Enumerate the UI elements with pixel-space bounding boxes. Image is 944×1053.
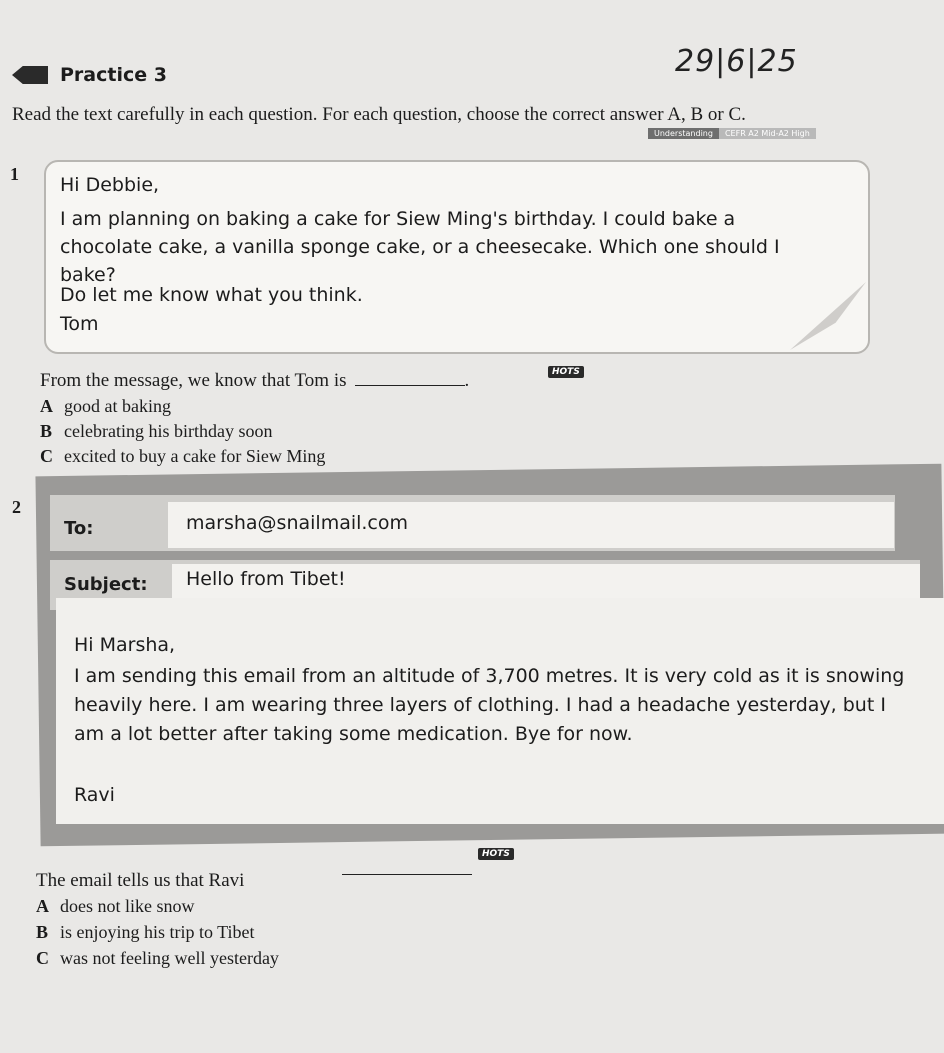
email-body: I am sending this email from an altitude of 3,700 metres. It is very cold as it is snowing heavily here. I am wearing three layers of clothing. I had a headache yesterday, but I am a lot better after taking some medication. Bye for now. [74,665,905,745]
option-letter: A [40,396,53,416]
practice-title: Practice 3 [60,64,167,86]
option-text: celebrating his birthday soon [64,421,273,441]
option-a[interactable] [40,396,171,417]
answer-blank[interactable] [342,874,472,875]
option-text: does not like snow [60,896,195,916]
message-body: I am planning on baking a cake for Siew Ming's birthday. I could bake a chocolate cake, a vanilla sponge cake, or a cheesecake. Which one should I bake? [60,208,780,286]
email-subject-value: Hello from Tibet! [186,568,346,590]
message-prompt: Do let me know what you think. [60,284,363,306]
answer-blank[interactable] [355,385,465,386]
message-signoff: Tom [60,313,99,335]
email-subject-label: Subject: [64,574,148,595]
option-b[interactable] [36,922,255,943]
option-text: was not feeling well yesterday [60,948,279,968]
option-text: is enjoying his trip to Tibet [60,922,255,942]
question-2-number: 2 [12,497,21,517]
badge-cefr: CEFR A2 Mid-A2 High [719,128,816,139]
hots-badge: HOTS [478,848,514,860]
option-letter: A [36,896,49,916]
question-1-stem-text: From the message, we know that Tom is [40,370,347,391]
hots-badge: HOTS [548,366,584,378]
option-b[interactable] [40,421,272,442]
option-letter: C [36,948,49,968]
question-2-stem: The email tells us that Ravi [36,870,245,891]
message-greeting: Hi Debbie, [60,174,160,196]
option-c[interactable] [36,948,279,969]
email-signoff: Ravi [74,784,115,806]
email-to-value: marsha@snailmail.com [186,512,409,534]
skill-badges [648,128,816,139]
option-c[interactable] [40,446,325,467]
option-letter: B [40,421,53,441]
question-1-stem: From the message, we know that Tom is . [40,370,470,391]
practice-marker-icon [12,66,48,84]
option-text: good at baking [64,396,171,416]
email-to-label: To: [64,518,94,539]
handwritten-date: 29|6|25 [675,44,798,79]
badge-understanding: Understanding [648,128,719,139]
option-letter: B [36,922,49,942]
email-greeting: Hi Marsha, [74,634,176,656]
question-1-number: 1 [10,164,19,184]
option-a[interactable] [36,896,195,917]
instructions: Read the text carefully in each question. For each question, choose the correct answer A, B or C. [12,104,746,125]
option-letter: C [40,446,53,466]
option-text: excited to buy a cake for Siew Ming [64,446,326,466]
